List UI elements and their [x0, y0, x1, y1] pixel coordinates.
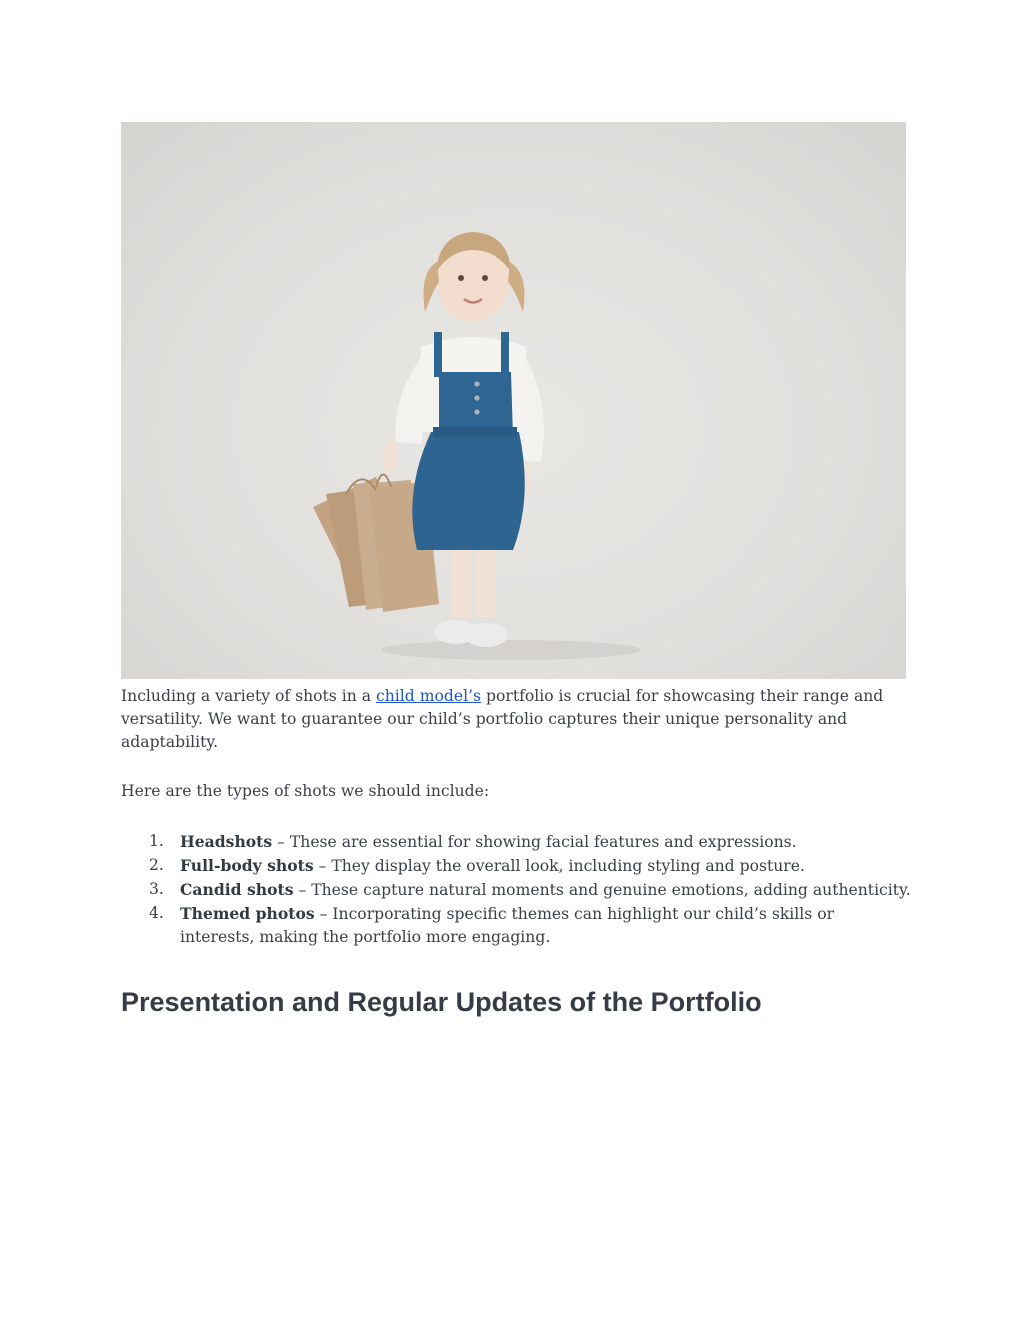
shot-types-list — [121, 830, 911, 949]
section-heading: Presentation and Regular Updates of the Portfolio — [121, 987, 762, 1017]
child-model-link[interactable]: child model’s — [376, 687, 482, 705]
hero-photo — [121, 122, 906, 679]
child-model-illustration — [121, 122, 906, 679]
list-item-number: 2. — [149, 856, 164, 874]
list-item-title: Themed photos — [180, 904, 315, 923]
list-item-title: Full-body shots — [180, 856, 314, 875]
list-item-description: – Incorporating specific themes can highlight our child’s skills or interests, making the portfolio more engaging. — [180, 905, 835, 946]
intro-text-after: portfolio is crucial for showcasing their range and versatility. We want to guarantee our child’s portfolio captures their unique personality and adaptability. — [121, 687, 884, 751]
list-item-description: – These capture natural moments and genuine emotions, adding authenticity. — [293, 881, 911, 899]
list-item — [121, 878, 911, 902]
list-item-title: Candid shots — [180, 880, 294, 899]
list-item-number: 4. — [149, 904, 164, 922]
intro-text-before: Including a variety of shots in a — [121, 687, 376, 705]
list-item-number: 3. — [149, 880, 164, 898]
list-item-number: 1. — [149, 832, 164, 850]
intro-paragraph — [121, 685, 911, 754]
list-item — [121, 830, 911, 854]
list-item — [121, 854, 911, 878]
list-item-description: – These are essential for showing facial features and expressions. — [272, 833, 797, 851]
list-item-title: Headshots — [180, 832, 273, 851]
shots-lead-text: Here are the types of shots we should include: — [121, 782, 490, 800]
list-item — [121, 902, 911, 949]
list-item-description: – They display the overall look, including styling and posture. — [313, 857, 805, 875]
